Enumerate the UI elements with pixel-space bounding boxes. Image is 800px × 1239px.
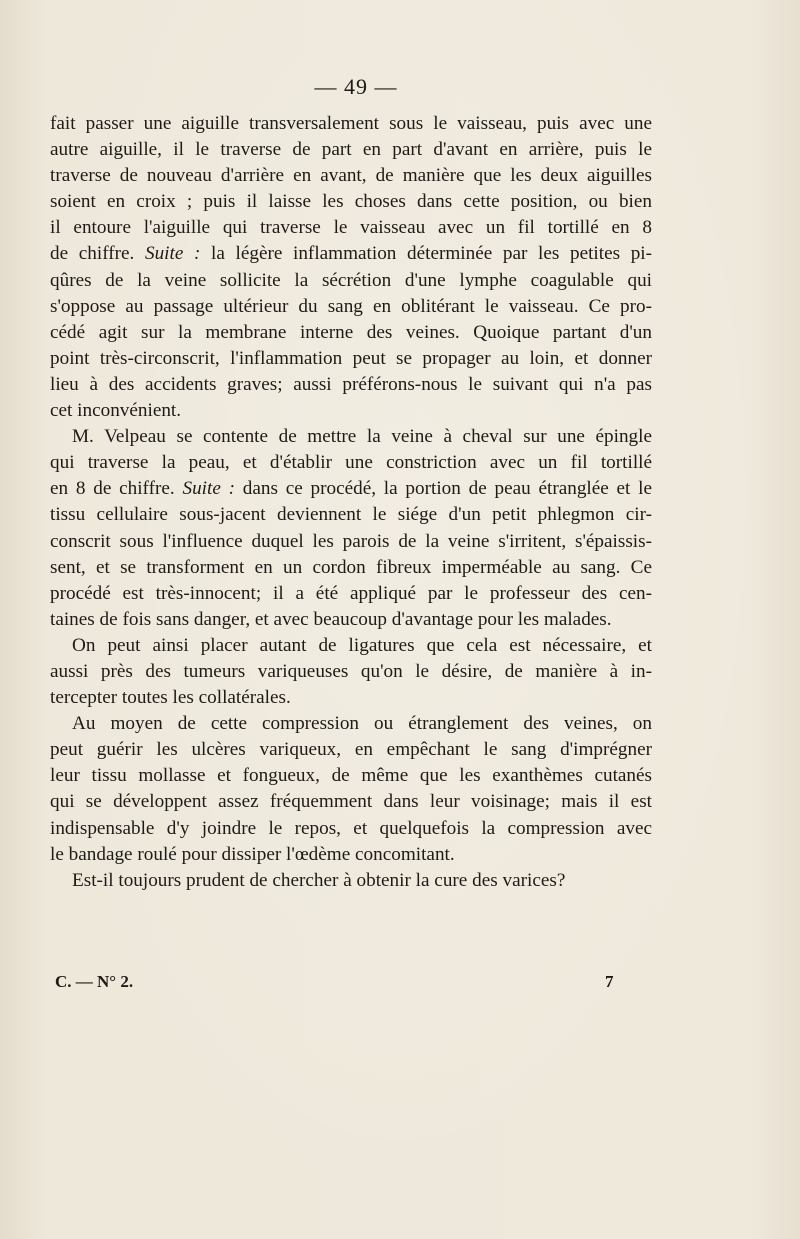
line-text: lieu à des accidents graves; aussi préférons-nous le suivant qui n'a pas (50, 373, 652, 395)
text-line (50, 685, 652, 711)
text-line (50, 346, 652, 372)
line-text: leur tissu mollasse et fongueux, de même que les exanthèmes cutanés (50, 765, 652, 787)
text-line (50, 581, 652, 607)
text-line (50, 711, 652, 737)
line-text: cet inconvénient. (50, 400, 182, 422)
line-text: autre aiguille, il le traverse de part en part d'avant en arrière, puis le (50, 139, 652, 161)
line-text: aussi près des tumeurs variqueuses qu'on le désire, de manière à in- (50, 660, 652, 682)
printer-signature: C. — N° 2. (55, 972, 134, 991)
italic-term: Suite : (144, 243, 201, 265)
text-line (50, 737, 652, 763)
line-text: le bandage roulé pour dissiper l'œdème concomitant. (50, 843, 455, 865)
text-line (50, 294, 652, 320)
text-line (50, 320, 652, 346)
line-text: traverse de nouveau d'arrière en avant, de manière que les deux aiguilles (50, 165, 652, 187)
text-line (50, 450, 652, 476)
line-text: Est-il toujours prudent de chercher à obtenir la cure des varices? (72, 869, 566, 891)
text-line (50, 555, 652, 581)
text-line (50, 659, 652, 685)
text-line (50, 763, 652, 789)
text-line (50, 137, 652, 163)
text-line (50, 111, 652, 137)
text-line (50, 476, 652, 502)
line-text: procédé est très-innocent; il a été appliqué par le professeur des cen- (50, 582, 652, 604)
text-line (50, 502, 652, 528)
line-text: On peut ainsi placer autant de ligatures que cela est nécessaire, et (72, 634, 652, 656)
text-line (50, 789, 652, 815)
text-line (50, 189, 652, 215)
italic-term: Suite : (182, 478, 235, 500)
line-text: sent, et se transforment en un cordon fibreux imperméable au sang. Ce (50, 556, 652, 578)
line-text: tissu cellulaire sous-jacent deviennent le siége d'un petit phlegmon cir- (50, 504, 652, 526)
page-number: — 49 — (314, 74, 398, 99)
text-line (50, 816, 652, 842)
text-line (50, 163, 652, 189)
line-text: peut guérir les ulcères variqueux, en empêchant le sang d'imprégner (50, 739, 652, 761)
text-line (50, 868, 652, 894)
gathering-folio: 7 (605, 972, 614, 991)
line-text: s'oppose au passage ultérieur du sang en oblitérant le vaisseau. Ce pro- (50, 295, 652, 317)
text-line (50, 633, 652, 659)
line-text: tercepter toutes les collatérales. (50, 687, 291, 709)
text-line (50, 268, 652, 294)
line-text: qûres de la veine sollicite la sécrétion d'une lymphe coagulable qui (50, 269, 652, 291)
line-text: fait passer une aiguille transversalement sous le vaisseau, puis avec une (50, 113, 652, 134)
line-text: conscrit sous l'influence duquel les parois de la veine s'irritent, s'épaissis- (50, 530, 652, 552)
line-text: qui se développent assez fréquemment dans leur voisinage; mais il est (50, 791, 652, 813)
line-text: en 8 de chiffre. (50, 478, 183, 500)
text-line (50, 372, 652, 398)
text-line (50, 424, 652, 450)
text-line (50, 241, 652, 267)
text-line (50, 215, 652, 241)
line-text: indispensable d'y joindre le repos, et quelquefois la compression avec (50, 817, 652, 839)
line-text: de chiffre. (50, 243, 145, 265)
line-text: soient en croix ; puis il laisse les choses dans cette position, ou bien (50, 191, 652, 213)
line-text: cédé agit sur la membrane interne des veines. Quoique partant d'un (50, 321, 652, 343)
line-text: Au moyen de cette compression ou étranglement des veines, on (72, 713, 652, 735)
line-text: M. Velpeau se contente de mettre la veine à cheval sur une épingle (72, 426, 652, 448)
line-text: qui traverse la peau, et d'établir une constriction avec un fil tortillé (50, 452, 652, 474)
line-text: taines de fois sans danger, et avec beaucoup d'avantage pour les malades. (50, 608, 612, 630)
line-text: dans ce procédé, la portion de peau étranglée et le (235, 478, 652, 500)
line-text: point très-circonscrit, l'inflammation peut se propager au loin, et donner (50, 347, 652, 369)
body-text (50, 111, 652, 894)
text-line (50, 398, 652, 424)
text-line (50, 842, 652, 868)
line-text: il entoure l'aiguille qui traverse le vaisseau avec un fil tortillé en 8 (50, 217, 652, 239)
text-line (50, 607, 652, 633)
text-line (50, 529, 652, 555)
line-text: la légère inflammation déterminée par les petites pi- (200, 243, 653, 265)
